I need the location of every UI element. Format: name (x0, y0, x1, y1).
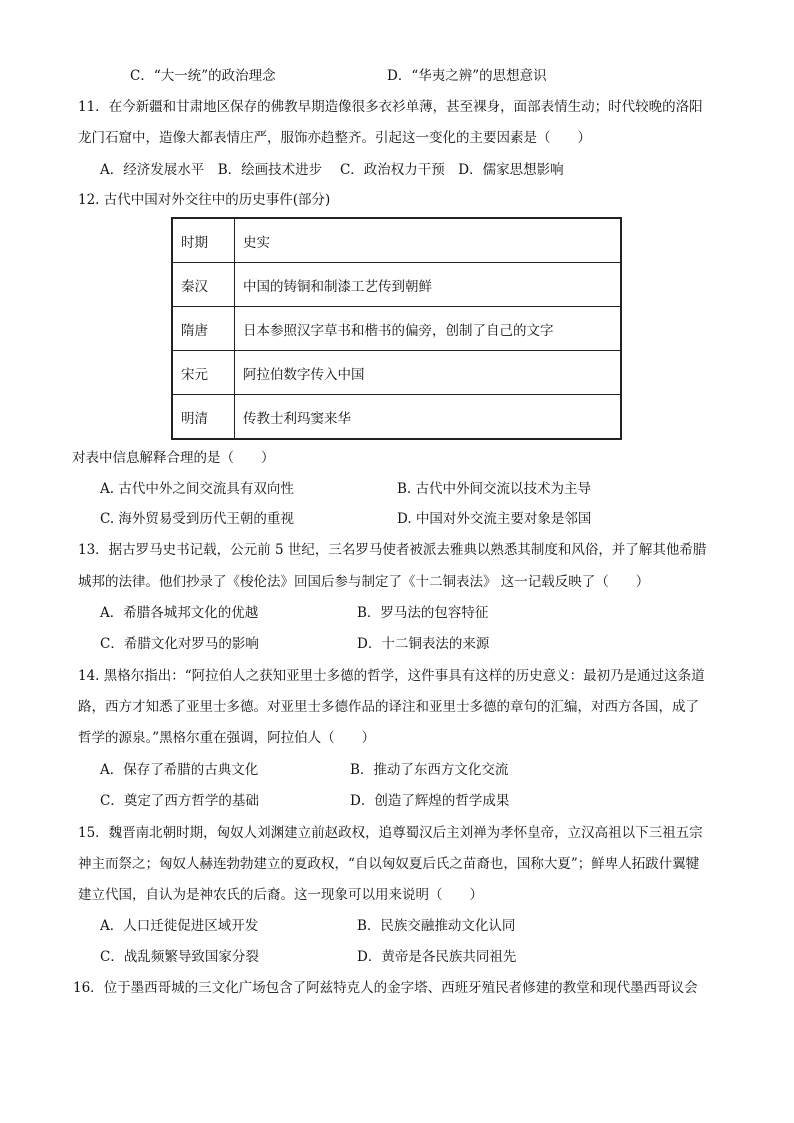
table-cell-period: 宋元 (172, 351, 235, 395)
q13-option-b: B．罗马法的包容特征 (357, 605, 489, 621)
table-header-row (172, 218, 621, 263)
table-row (172, 351, 621, 395)
table-cell-fact: 中国的铸铜和制漆工艺传到朝鲜 (235, 263, 622, 307)
q11-options: A．经济发展水平 B．绘画技术进步 C．政治权力干预 D．儒家思想影响 (100, 162, 564, 178)
table-cell-fact: 传教士利玛窦来华 (235, 395, 622, 440)
q13-stem-line1: 13．据古罗马史书记载，公元前 5 世纪，三名罗马使者被派去雅典以熟悉其制度和风俗，并了解其他希腊 (78, 542, 707, 558)
q14-option-b: B．推动了东西方文化交流 (350, 762, 509, 778)
q12-stem: 12. 古代中国对外交往中的历史事件(部分) (78, 192, 331, 208)
q13-option-c: C．希腊文化对罗马的影响 (100, 636, 259, 652)
q15-stem-line3: 建立代国，自认为是神农氏的后裔。这一现象可以用来说明（ ） (78, 887, 483, 903)
table-cell-period: 明清 (172, 395, 235, 440)
q12-history-table (171, 217, 622, 440)
q12-option-b: B. 古代中外间交流以技术为主导 (397, 481, 592, 497)
q15-option-b: B．民族交融推动文化认同 (357, 918, 516, 934)
q14-stem-line2: 路，西方才知悉了亚里士多德。对亚里士多德作品的译注和亚里士多德的章句的汇编，对西方各国，成了 (78, 699, 699, 715)
q14-option-d: D．创造了辉煌的哲学成果 (350, 793, 510, 809)
q15-option-a: A．人口迁徙促进区域开发 (100, 918, 259, 934)
q15-stem-line1: 15．魏晋南北朝时期，匈奴人刘渊建立前赵政权，追尊蜀汉后主刘禅为孝怀皇帝，立汉高祖以下三祖五宗 (78, 825, 703, 841)
q14-option-c: C．奠定了西方哲学的基础 (100, 793, 259, 809)
q16-stem-line1: 16．位于墨西哥城的三文化广场包含了阿兹特克人的金字塔、西班牙殖民者修建的教堂和现代墨西哥议会 (73, 980, 698, 996)
q15-option-c: C．战乱频繁导致国家分裂 (100, 949, 259, 965)
q10-option-c: C．“大一统”的政治理念 (130, 68, 276, 84)
q14-option-a: A．保存了希腊的古典文化 (100, 762, 259, 778)
table-cell-fact: 日本参照汉字草书和楷书的偏旁，创制了自己的文字 (235, 307, 622, 351)
q12-question: 对表中信息解释合理的是（ ） (72, 450, 275, 466)
table-row (172, 395, 621, 440)
q11-stem-line2: 龙门石窟中，造像大都表情庄严，服饰亦趋整齐。引起这一变化的主要因素是（ ） (78, 130, 591, 146)
table-header-fact: 史实 (235, 218, 622, 263)
table-row (172, 263, 621, 307)
table-cell-period: 隋唐 (172, 307, 235, 351)
table-header-period: 时期 (172, 218, 235, 263)
q11-stem-line1: 11．在今新疆和甘肃地区保存的佛教早期造像很多衣衫单薄，甚至裸身，面部表情生动；时代较晚的洛阳 (78, 99, 703, 115)
q13-option-d: D．十二铜表法的来源 (357, 636, 490, 652)
q13-option-a: A．希腊各城邦文化的优越 (100, 605, 259, 621)
q15-stem-line2: 神主而祭之；匈奴人赫连勃勃建立的夏政权，“自以匈奴夏后氏之苗裔也，国称大夏”；鲜卑人拓跋什翼犍 (78, 856, 700, 872)
table-cell-period: 秦汉 (172, 263, 235, 307)
q12-option-d: D. 中国对外交流主要对象是邻国 (397, 511, 592, 527)
q12-option-c: C. 海外贸易受到历代王朝的重视 (100, 511, 294, 527)
q15-option-d: D．黄帝是各民族共同祖先 (357, 949, 517, 965)
q14-stem-line1: 14. 黑格尔指出：“阿拉伯人之获知亚里士多德的哲学，这件事具有这样的历史意义：最初乃是通过这条道 (78, 668, 705, 684)
q12-option-a: A. 古代中外之间交流具有双向性 (100, 481, 294, 497)
q10-option-d: D．“华夷之辨”的思想意识 (387, 68, 547, 84)
q14-stem-line3: 哲学的源泉。”黑格尔重在强调，阿拉伯人（ ） (78, 730, 376, 746)
table-row (172, 307, 621, 351)
table-cell-fact: 阿拉伯数字传入中国 (235, 351, 622, 395)
q13-stem-line2: 城邦的法律。他们抄录了《梭伦法》回国后参与制定了《十二铜表法》 这一记载反映了（ ） (78, 574, 650, 590)
